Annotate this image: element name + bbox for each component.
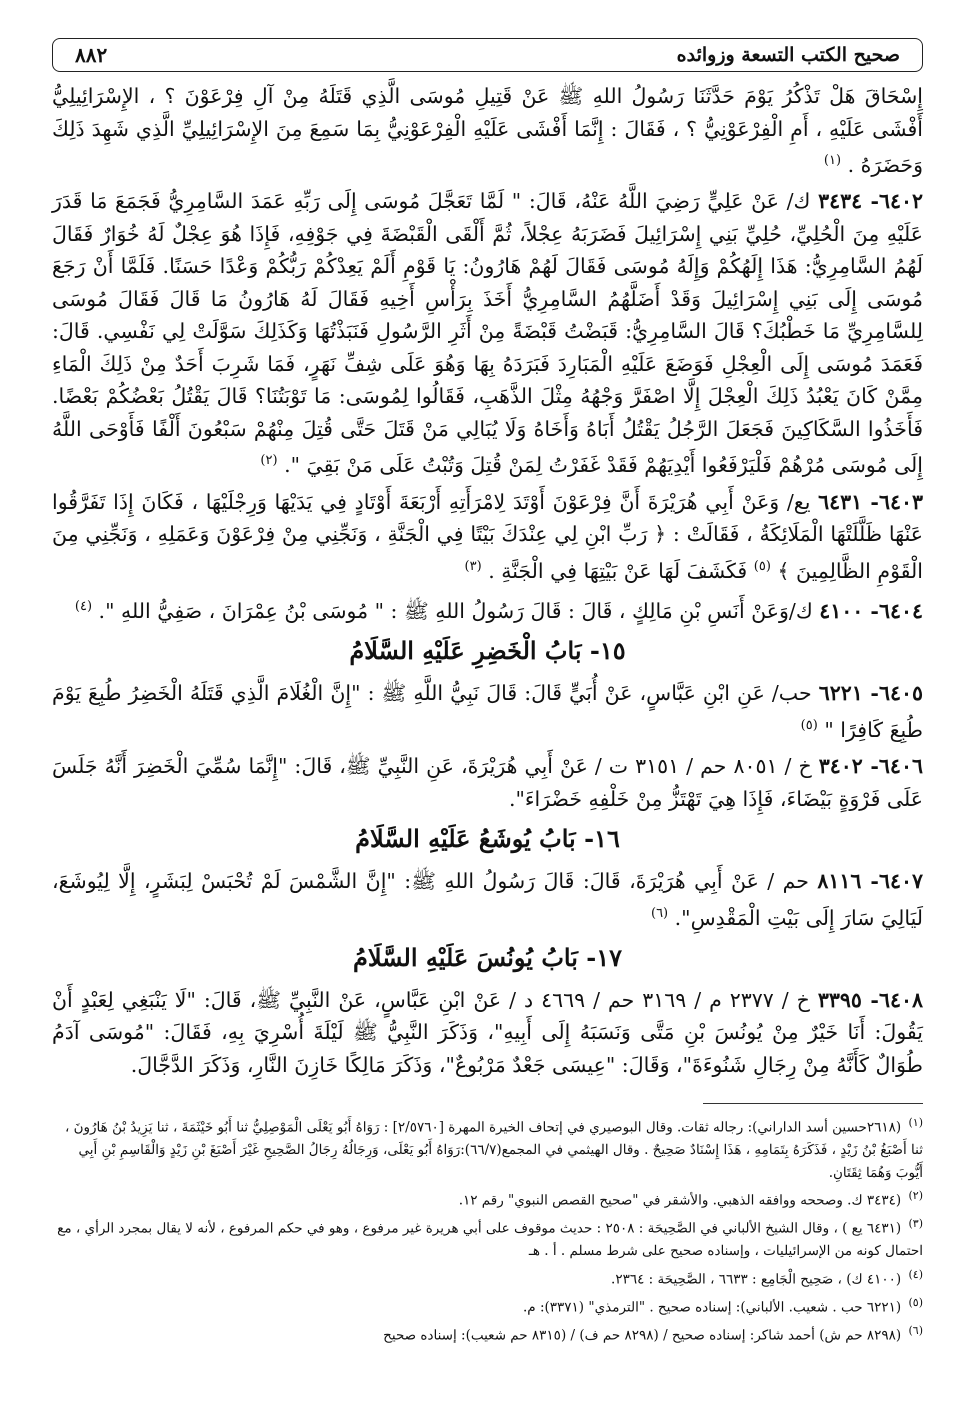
- footnote-text: (٤١٠٠ ك) ، صَحِيح الْجَامِع : ٦٦٣٣ ، الصَّحِيحَة : ٢٣٦٤.: [611, 1271, 902, 1288]
- hadith-number: ٦٤٠٧- ٨١١٦: [817, 869, 923, 894]
- hadith-6405: [52, 677, 923, 746]
- hadith-text: حم / عَنْ أَبِي هُرَيْرَةَ، قَالَ: قَالَ رَسُولُ اللهِ ﷺ: "إِنَّ الشَّمْسَ لَمْ تُحْبَسْ لِبَشَرٍ، إِلَّا لِيُوشَعَ، لَيَالِيَ سَارَ إِلَى بَيْتِ الْمَقْدِسِ".: [52, 869, 923, 930]
- footnote-5: [52, 1292, 923, 1319]
- intro-paragraph: [52, 80, 923, 181]
- footnote-6: [52, 1320, 923, 1347]
- hadith-text-continued: فَكَشَفَ لَهَا عَنْ بَيْتِهَا فِي الْجَنَّةِ .: [488, 558, 748, 583]
- hadith-text: حب/ عَنِ ابْنِ عَبَّاسٍ، عَنْ أُبَيٍّ قَالَ: قَالَ نَبِيُّ اللَّهِ ﷺ : "إِنَّ الْغُلَامَ الَّذِي قَتَلَهُ الْخَضِرُ طُبِعَ يَوْمَ طُبِعَ كَافِرًا ": [52, 681, 923, 742]
- hadith-text: خ / ٨٠٥١ حم / ٣١٥١ ت / عَنْ أَبِي هُرَيْرَةَ، عَنِ النَّبِيِّ ﷺ، قَالَ: "إِنَّمَا سُمِّيَ الْخَضِرَ أَنَّهُ جَلَسَ عَلَى فَرْوَةٍ بَيْضَاءَ، فَإِذَا هِيَ تَهْتَزُّ مِنْ خَلْفِهِ خَضْرَاءَ".: [52, 754, 923, 811]
- footnote-mark: (٢): [908, 1189, 923, 1203]
- footnote-ref: (١): [823, 153, 842, 168]
- footnote-ref: (٦): [650, 905, 669, 921]
- footnote-text: (٨٢٩٨ حم ش) أحمد شاكر: إسناده صحيح / (٨٢٩٨ حم ف) / (٨٣١٥ حم شعيب): إسناده صحيح: [383, 1327, 902, 1344]
- footnote-mark: (٦): [908, 1323, 923, 1337]
- chapter-heading-yunus: ١٧- بَابُ يُونُسَ عَلَيْهِ السَّلَامُ: [352, 942, 623, 972]
- footnote-text: (٢٦١٨حسين أسد الداراني): رجاله ثقات. وقال البوصيري في إتحاف الخيرة المهرة [٢/٥٧٦٠] : رَوَاهُ أَبُو يَعْلَى الْمَوْصِلِيُّ ثنا أَبُو خَيْثَمَةَ ، ثنا يَزِيدُ بْنُ هَارُونَ ، ثنا أَصْبَغُ بْنُ زَيْدٍ ، فَذَكَرَهُ بِتَمَامِهِ ، هَذَا إِسْنَادٌ صَحِيحٌ . وقال الهيثمي في المجمع(٦٦/٧):رَوَاهُ أَبُو يَعْلَى، وَرِجَالُهُ رِجَالُ الصَّحِيحِ غَيْرَ أَصْبَغَ بْنِ زَيْدٍ وَالْقَاسِمِ بْنِ أَبِي أَيُّوبَ وَهُمَا ثِقَتَانِ.: [64, 1119, 923, 1181]
- hadith-6408: [52, 984, 923, 1082]
- hadith-number: ٦٤٠٨- ٣٣٩٥: [817, 987, 923, 1012]
- hadith-text: يع/ وَعَنْ أَبِي هُرَيْرَةَ أَنَّ فِرْعَوْنَ أَوْتَدَ لِامْرَأَتِهِ أَرْبَعَةَ أَوْتَادٍ فِي يَدَيْهَا وَرِجْلَيْهَا ، فَكَانَ إِذَا تَفَرَّقُوا عَنْهَا ظَلَّلَتْهَا الْمَلَائِكَةُ ، فَقَالَتْ : ﴿ رَبِّ ابْنِ لِي عِنْدَكَ بَيْتًا فِي الْجَنَّةِ ، وَنَجِّنِي مِنْ فِرْعَوْنَ وَعَمَلِهِ ، وَنَجِّنِي مِنَ الْقَوْمِ الظَّالِمِينَ ﴾: [52, 489, 923, 583]
- page-header: [52, 38, 923, 72]
- hadith-text: ك/ عَنْ عَلِيٍّ رَضِيَ اللَّهُ عَنْهُ، قَالَ: " لَمَّا تَعَجَّلَ مُوسَى إِلَى رَبِّهِ عَمَدَ السَّامِرِيُّ فَجَمَعَ مَا قَدَرَ عَلَيْهِ مِنَ الْحُلِيِّ، حُلِيِّ بَنِي إِسْرَائِيلَ فَضَرَبَهُ عِجْلاً، ثُمَّ أَلْقَى الْقَبْضَةَ فِي جَوْفِهِ، فَإِذَا هُوَ عِجْلٌ لَهُ خُوَارٌ فَقَالَ لَهُمُ السَّامِرِيُّ: هَذَا إِلَهُكُمْ وَإِلَهُ مُوسَى فَقَالَ لَهُمْ هَارُونُ: يَا قَوْمِ أَلَمْ يَعِدْكُمْ رَبُّكُمْ وَعْدًا حَسَنًا. فَلَمَّا أَنْ رَجَعَ مُوسَى إِلَى بَنِي إِسْرَائِيلَ وَقَدْ أَضَلَّهُمُ السَّامِرِيُّ أَخَذَ بِرَأْسِ أَخِيهِ فَقَالَ لَهُ هَارُونُ مَا قَالَ فَقَالَ مُوسَى لِلسَّامِرِيِّ مَا خَطْبُكَ؟ قَالَ السَّامِرِيُّ: قَبَضْتُ قَبْضَةً مِنْ أَثَرِ الرَّسُولِ فَنَبَذْتُهَا وَكَذَلِكَ سَوَّلَتْ لِي نَفْسِي. قَالَ: فَعَمَدَ مُوسَى إِلَى الْعِجْلِ فَوَضَعَ عَلَيْهِ الْمَبَارِدَ فَبَرَدَهُ بِهَا وَهُوَ عَلَى شِفِّ نَهَرٍ، فَمَا شَرِبَ أَحَدٌ مِنْ ذَلِكَ الْمَاءِ مِمَّنْ كَانَ يَعْبُدُ ذَلِكَ الْعِجْلَ إِلَّا اصْفَرَّ وَجْهُهُ مِثْلَ الذَّهَبِ، فَقَالُوا لِمُوسَى: مَا تَوْبَتُنَا؟ قَالَ يَقْتُلُ بَعْضُكُمْ بَعْضًا. فَأَخَذُوا السَّكَاكِينَ فَجَعَلَ الرَّجُلُ يَقْتُلُ أَبَاهُ وَأَخَاهُ وَلَا يُبَالِي مَنْ قَتَلَ حَتَّى قُتِلَ مِنْهُمْ سَبْعُونَ أَلْفًا فَأَوْحَى اللَّهُ إِلَى مُوسَى مُرْهُمْ فَلْيَرْفَعُوا أَيْدِيَهُمْ فَقَدْ غَفَرْتُ لِمَنْ قُتِلَ وَتُبْتُ عَلَى مَنْ بَقِيَ ".: [52, 189, 923, 478]
- hadith-number: ٦٤٠٦- ٣٤٠٢: [818, 754, 923, 779]
- footnotes: [52, 1112, 923, 1347]
- footnote-mark: (٤): [908, 1267, 923, 1281]
- footnote-mark: (١): [908, 1116, 923, 1130]
- footnote-divider: [703, 1103, 923, 1104]
- footnote-mark: (٥): [908, 1295, 923, 1309]
- footnote-mark: (٣): [908, 1217, 923, 1231]
- footnote-ref: (٢): [260, 453, 278, 469]
- chapter-heading-yusha: ١٦- بَابُ يُوشَعُ عَلَيْهِ السَّلَامُ: [355, 824, 620, 854]
- hadith-number: ٦٤٠٥- ٦٢٢١: [818, 681, 923, 706]
- hadith-6403: [52, 486, 923, 587]
- footnote-2: [52, 1185, 923, 1212]
- book-title: صحيح الكتب التسعة وزوائده: [676, 44, 900, 66]
- footnote-ref: (٥): [800, 717, 818, 733]
- page-body: [52, 80, 923, 1081]
- footnote-ref: (٤): [74, 598, 93, 614]
- footnote-text: (٣٤٣٤ ك. وصححه ووافقه الذهبي. والأشقر في "صحيح القصص النبوي" رقم ١٢.: [458, 1192, 902, 1209]
- footnote-ref: (٣): [464, 558, 482, 574]
- hadith-number: ٦٤٠٤- ٤١٠٠: [819, 598, 923, 623]
- hadith-text: ك/وَعَنْ أَنَسِ بْنِ مَالِكٍ ، قَالَ : قَالَ رَسُولُ اللهِ ﷺ : " مُوسَى بْنُ عِمْرَانَ ، صَفِيُّ اللهِ ".: [98, 598, 813, 623]
- footnote-1: [52, 1112, 923, 1184]
- hadith-6406: [52, 750, 923, 815]
- footnote-3: [52, 1213, 923, 1263]
- footnote-text: (٦٤٣١ يع ) ، وقال الشيخ الألباني في الصَّحِيحَة : ٢٥٠٨ : حديث موقوف على أبي هريرة غير مرفوع ، وهو في حكم المرفوع ، لأنه لا يقال بمجرد الرأي ، مع احتمال كونه من الإسرائيليات ، وإسناده صحيح على شرط مسلم . أ . هـ: [57, 1220, 923, 1260]
- ayah-ref: (٥): [753, 558, 771, 574]
- hadith-text: خ / ٢٣٧٧ م / ٣١٦٩ حم / ٤٦٦٩ د / عَنْ ابْنِ عَبَّاسٍ، عَنْ النَّبِيِّ ﷺ، قَالَ: "لَا يَنْبَغِي لِعَبْدٍ أَنْ يَقُولَ: أَنَا خَيْرٌ مِنْ يُونُسَ بْنِ مَتَّى وَنَسَبَهُ إِلَى أَبِيهِ"، وَذَكَرَ النَّبِيُّ ﷺ لَيْلَةَ أُسْرِيَ بِهِ، فَقَالَ: "مُوسَى آدَمُ طُوَالٌ كَأَنَّهُ مِنْ رِجَالِ شَنُوءَةَ"، وَقَالَ: "عِيسَى جَعْدٌ مَرْبُوعٌ"، وَذَكَرَ مَالِكًا خَازِنَ النَّارِ، وَذَكَرَ الدَّجَّالَ.: [52, 987, 923, 1077]
- hadith-number: ٦٤٠٣- ٦٤٣١: [818, 489, 923, 514]
- hadith-6404: [52, 591, 923, 627]
- chapter-heading-khidr: ١٥- بَابُ الْخَضِرِ عَلَيْهِ السَّلَامُ: [349, 636, 626, 666]
- intro-text: إِسْحَاقَ هَلْ تَذْكُرُ يَوْمَ حَدَّثَنَا رَسُولُ اللهِ ﷺ عَنْ قَتِيلِ مُوسَى الَّذِي قَتَلَهُ مِنْ آلِ فِرْعَوْنَ ؟ ، الإِسْرَائِيلِيُّ أَفْشَى عَلَيْهِ ، أَمِ الْفِرْعَوْنِيُّ ؟ ، فَقَالَ : إِنَّمَا أَفْشَى عَلَيْهِ الْفِرْعَوْنِيُّ بِمَا سَمِعَ مِنَ الإِسْرَائِيلِيِّ الَّذِي شَهِدَ ذَلِكَ وَحَضَرَهُ .: [52, 84, 923, 177]
- footnote-4: [52, 1264, 923, 1291]
- footnote-text: (٦٢٢١ حب . شعيب. الألباني): إسناده صحيح . "الترمذي" (٣٣٧١): م.: [523, 1299, 902, 1316]
- hadith-6407: [52, 865, 923, 934]
- hadith-number: ٦٤٠٢- ٣٤٣٤: [818, 189, 923, 214]
- hadith-6402: [52, 185, 923, 481]
- page-number: ٨٨٢: [75, 43, 108, 67]
